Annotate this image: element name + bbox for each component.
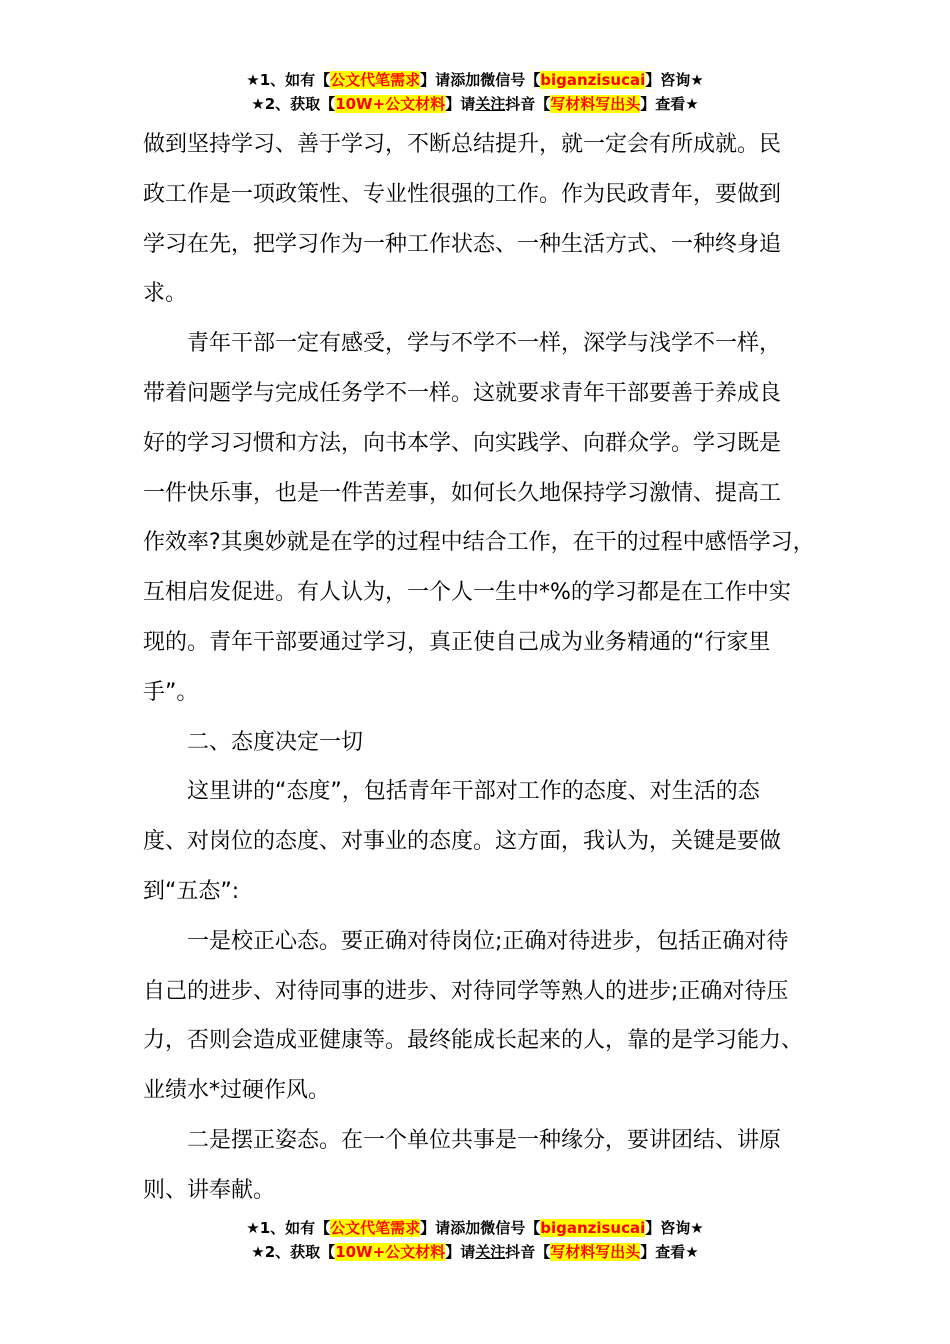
- highlight-douyin-account: 写材料写出头: [550, 95, 641, 113]
- text-line: 这里讲的“态度”，包括青年干部对工作的态度、对生活的态: [187, 779, 760, 805]
- banner-line-2: ★2、获取【10W+公文材料】请关注抖音【写材料写出头】查看★: [251, 95, 699, 113]
- highlight-wechat-id: biganzisucai: [540, 71, 646, 89]
- highlight-materials: 10W+公文材料: [335, 95, 446, 113]
- text-line: 力，否则会造成亚健康等。最终能成长起来的人，靠的是学习能力、: [143, 1028, 804, 1054]
- text-line: 二是摆正姿态。在一个单位共事是一种缘分，要讲团结、讲原: [187, 1127, 782, 1153]
- text-line: 学习在先，把学习作为一种工作状态、一种生活方式、一种终身追: [143, 231, 782, 257]
- text-line: 自己的进步、对待同事的进步、对待同学等熟人的进步;正确对待压: [143, 978, 789, 1004]
- text-line: 度、对岗位的态度、对事业的态度。这方面，我认为，关键是要做: [143, 829, 782, 855]
- highlight-materials: 10W+公文材料: [335, 1243, 446, 1261]
- document-body: [143, 120, 823, 1216]
- banner-line-2: ★2、获取【10W+公文材料】请关注抖音【写材料写出头】查看★: [251, 1243, 699, 1261]
- text-line: 一件快乐事，也是一件苦差事，如何长久地保持学习激情、提高工: [143, 480, 782, 506]
- text-line: 一是校正心态。要正确对待岗位;正确对待进步，包括正确对待: [187, 928, 789, 954]
- text-line: 作效率?其奥妙就是在学的过程中结合工作，在干的过程中感悟学习，: [143, 530, 815, 556]
- text-line: 手”。: [143, 679, 199, 705]
- text-line: 业绩水*过硬作风。: [143, 1078, 331, 1104]
- text-line: 做到坚持学习、善于学习，不断总结提升，就一定会有所成就。民: [143, 132, 782, 157]
- highlight-wechat-id: biganzisucai: [540, 1219, 646, 1237]
- text-line: 则、讲奉献。: [143, 1177, 276, 1203]
- highlight-ghostwriting: 公文代笔需求: [330, 71, 421, 89]
- highlight-douyin-account: 写材料写出头: [550, 1243, 641, 1261]
- section-heading: 二、态度决定一切: [187, 729, 364, 755]
- text-line: 互相启发促进。有人认为，一个人一生中*%的学习都是在工作中实: [143, 580, 791, 606]
- text-line: 政工作是一项政策性、专业性很强的工作。作为民政青年，要做到: [143, 181, 782, 207]
- text-line: 带着问题学与完成任务学不一样。这就要求青年干部要善于养成良: [143, 380, 782, 406]
- header-banner: [0, 68, 950, 116]
- footer-banner: [0, 1216, 950, 1264]
- text-line: 到“五态”:: [143, 878, 240, 904]
- banner-line-1: ★1、如有【公文代笔需求】请添加微信号【biganzisucai】咨询★: [246, 1219, 704, 1237]
- highlight-ghostwriting: 公文代笔需求: [330, 1219, 421, 1237]
- text-line: 现的。青年干部要通过学习，真正使自己成为业务精通的“行家里: [143, 629, 771, 655]
- text-line: 好的学习习惯和方法，向书本学、向实践学、向群众学。学习既是: [143, 430, 782, 456]
- banner-line-1: ★1、如有【公文代笔需求】请添加微信号【biganzisucai】咨询★: [246, 71, 704, 89]
- text-line: 求。: [143, 281, 188, 307]
- text-line: 青年干部一定有感受，学与不学不一样，深学与浅学不一样，: [187, 331, 782, 357]
